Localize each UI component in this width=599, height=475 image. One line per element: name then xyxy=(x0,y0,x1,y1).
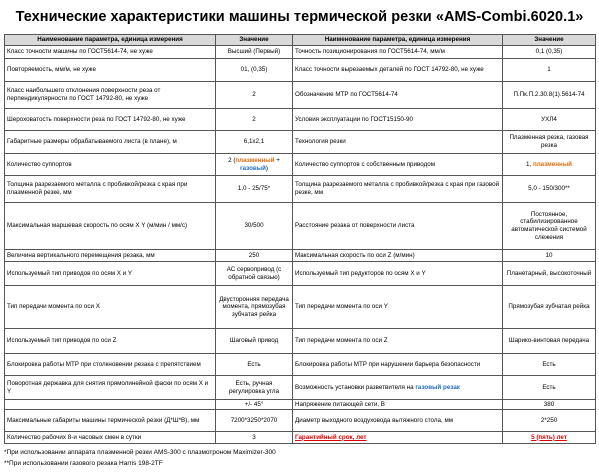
param-cell xyxy=(293,376,503,400)
plasma-label: плазменный xyxy=(235,156,275,164)
value-cell: Высший (Первый) xyxy=(216,46,293,59)
value-cell: 380 xyxy=(503,400,596,410)
param-text: Возможность установки разветвителя на xyxy=(295,383,416,391)
value-cell: Плазменная резка, газовая резка xyxy=(503,131,596,154)
param-cell: Величина вертикального перемещения резака, мм xyxy=(5,250,216,262)
value-cell: Постоянное, стабилизированное автоматической системой слежения xyxy=(503,203,596,250)
value-cell: Есть xyxy=(216,354,293,376)
param-cell: Используемый тип приводов по осям X и Y xyxy=(5,262,216,286)
spec-table xyxy=(4,34,596,444)
table-row xyxy=(5,286,596,329)
param-cell: Максимальные габариты машины термической резки (Д*Ш*В), мм xyxy=(5,410,216,432)
header-value-1: Значение xyxy=(216,35,293,46)
table-row xyxy=(5,432,596,444)
param-cell: Толщина разрезаемого металла с пробивкой/резка с края при плазменной резке, мм xyxy=(5,176,216,203)
param-cell: Класс наибольшего отклонения поверхности реза от перпендикулярности по ГОСТ 14792-80, не хуже xyxy=(5,82,216,109)
param-cell: Максимальная скорость по оси Z (м/мин) xyxy=(293,250,503,262)
value-cell: 250 xyxy=(216,250,293,262)
gas-label: газовый xyxy=(239,164,266,172)
value-text: ) xyxy=(265,164,269,172)
value-cell: Шарико-винтовая передача xyxy=(503,329,596,354)
value-cell: 30/500 xyxy=(216,203,293,250)
param-cell: Толщина разрезаемого металла с пробивкой/резка с края при газовой резке, мм xyxy=(293,176,503,203)
header-param-2: Наименование параметра, единица измерения xyxy=(293,35,503,46)
table-row xyxy=(5,329,596,354)
table-row xyxy=(5,59,596,82)
header-param-1: Наименование параметра, единица измерения xyxy=(5,35,216,46)
table-row xyxy=(5,410,596,432)
param-cell: Количество рабочих 8-и часовых смен в сутки xyxy=(5,432,216,444)
value-cell: Шаговый привод xyxy=(216,329,293,354)
param-cell: Точность позиционирования по ГОСТ5614-74, мм/м xyxy=(293,46,503,59)
param-cell: Поворотная державка для снятия прямолинейной фаски по осям X и Y xyxy=(5,376,216,400)
warranty-value: 5 (пять) лет xyxy=(503,432,596,444)
table-row xyxy=(5,250,596,262)
table-row xyxy=(5,109,596,131)
param-cell: Диаметр выходного воздуховода вытяжного стола, мм xyxy=(293,410,503,432)
footnote-2: **При использовании газового резака Harris 198-2TF xyxy=(4,460,163,467)
param-cell: Повторяемость, мм/м, не хуже xyxy=(5,59,216,82)
param-cell: Используемый тип приводов по оси Z xyxy=(5,329,216,354)
value-text: + xyxy=(274,156,280,164)
value-cell: 1,0 - 25/75* xyxy=(216,176,293,203)
value-cell: 6,1х2,1 xyxy=(216,131,293,154)
value-text: 2 ( xyxy=(228,156,236,164)
value-cell: 10 xyxy=(503,250,596,262)
warranty-label: Гарантийный срок, лет xyxy=(293,432,503,444)
value-cell: 3 xyxy=(216,432,293,444)
param-cell: Шероховатость поверхности реза по ГОСТ 14792-80, не хуже xyxy=(5,109,216,131)
value-cell: Планетарный, высокоточный xyxy=(503,262,596,286)
param-cell: Используемый тип редукторов по осям X и Y xyxy=(293,262,503,286)
value-cell: 01, (0,35) xyxy=(216,59,293,82)
param-cell: Класс точности машины по ГОСТ5614-74, не хуже xyxy=(5,46,216,59)
value-cell: +/- 45° xyxy=(216,400,293,410)
value-cell: Есть, ручная регулировка угла xyxy=(216,376,293,400)
gas-torch-label: газовый резак xyxy=(415,383,460,391)
param-cell: Максимальная маршевая скорость по осям X Y (м/мин / мм/с) xyxy=(5,203,216,250)
value-cell: 2 xyxy=(216,82,293,109)
table-row xyxy=(5,400,596,410)
value-cell: АС сервопривод (с обратной связью) xyxy=(216,262,293,286)
param-cell: Тип передачи момента по оси Y xyxy=(293,286,503,329)
param-cell: Технология резки xyxy=(293,131,503,154)
param-cell xyxy=(5,400,216,410)
param-cell: Условия эксплуатации по ГОСТ15150-90 xyxy=(293,109,503,131)
table-row xyxy=(5,176,596,203)
param-cell: Количество суппортов xyxy=(5,154,216,176)
table-row xyxy=(5,82,596,109)
param-cell: Класс точности вырезаемых деталей по ГОСТ 14792-80, не хуже xyxy=(293,59,503,82)
value-cell xyxy=(216,154,293,176)
value-cell: П.Пк.П.2.30.8(1).5614-74 xyxy=(503,82,596,109)
table-row xyxy=(5,203,596,250)
param-cell: Габаритные размеры обрабатываемого листа (в плане), м xyxy=(5,131,216,154)
table-row xyxy=(5,131,596,154)
param-cell: Количество суппортов с собственным приводом xyxy=(293,154,503,176)
table-header-row xyxy=(5,35,596,46)
value-cell: Двусторонняя передача момента, прямозубая зубчатая рейка xyxy=(216,286,293,329)
value-cell: 7200*3250*2070 xyxy=(216,410,293,432)
table-row xyxy=(5,46,596,59)
value-cell: Есть xyxy=(503,376,596,400)
param-cell: Блокировка работы МТР при нарушении барьера безопасности xyxy=(293,354,503,376)
footnote-1: *При использовании аппарата плазменной резки AMS-300 с плазмотроном Maximizer-300 xyxy=(4,449,276,456)
param-cell: Обозначение МТР по ГОСТ5614-74 xyxy=(293,82,503,109)
table-row xyxy=(5,376,596,400)
plasma-label: плазменный xyxy=(532,160,573,168)
page-title: Технические характеристики машины термической резки «AMS-Combi.6020.1» xyxy=(15,9,584,25)
value-cell: УХЛ4 xyxy=(503,109,596,131)
table-row xyxy=(5,354,596,376)
value-cell: 0,1 (0,35) xyxy=(503,46,596,59)
value-cell: Есть xyxy=(503,354,596,376)
value-cell: 2*250 xyxy=(503,410,596,432)
header-value-2: Значение xyxy=(503,35,596,46)
param-cell: Блокировка работы МТР при столкновении резака с препятствием xyxy=(5,354,216,376)
value-cell: 1 xyxy=(503,59,596,82)
param-cell: Тип передачи момента по оси X xyxy=(5,286,216,329)
table-row xyxy=(5,262,596,286)
param-cell: Напряжение питающей сети, В xyxy=(293,400,503,410)
value-cell: Прямозубая зубчатая рейка xyxy=(503,286,596,329)
value-cell: 5,0 - 150/300** xyxy=(503,176,596,203)
value-text: 1, xyxy=(525,160,533,168)
value-cell xyxy=(503,154,596,176)
value-cell: 2 xyxy=(216,109,293,131)
param-cell: Расстояние резака от поверхности листа xyxy=(293,203,503,250)
param-cell: Тип передачи момента по оси Z xyxy=(293,329,503,354)
table-row xyxy=(5,154,596,176)
